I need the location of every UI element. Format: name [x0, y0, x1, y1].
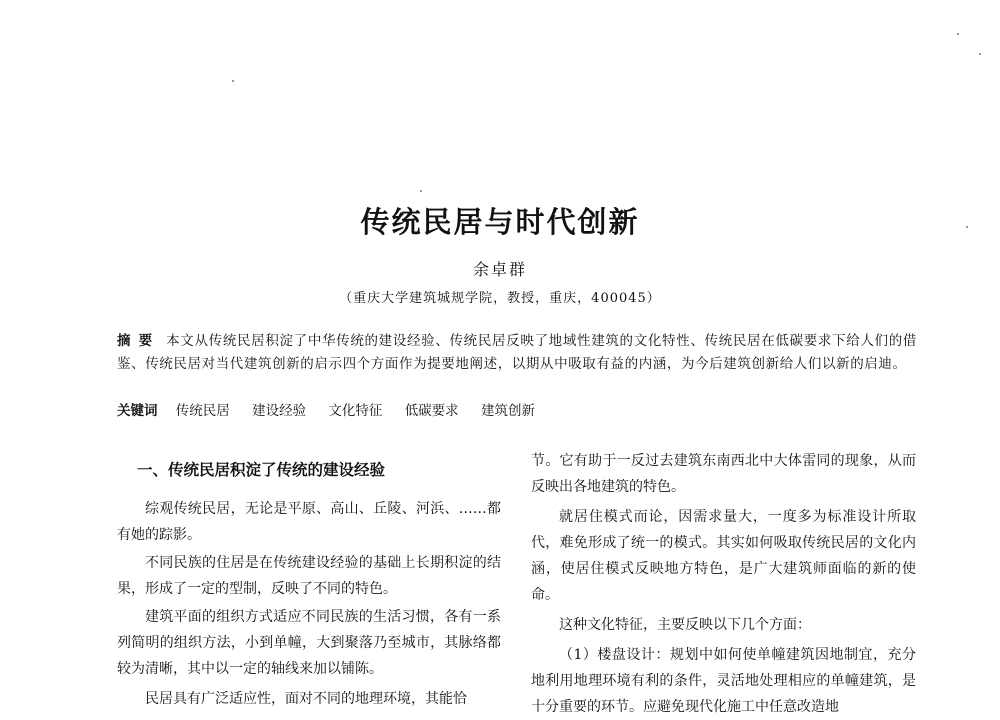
- right-column: [531, 448, 916, 720]
- author-name: 余卓群: [472, 260, 527, 279]
- body-paragraph: 民居具有广泛适应性，面对不同的地理环境，其能恰: [145, 691, 467, 707]
- body-paragraph: （1）楼盘设计：规划中如何使单幢建筑因地制宜，充分地利用地理环境有利的条件，灵活地处理相应的单幢建筑，是十分重要的环节。应避免现代化施工中任意改造地: [531, 647, 916, 715]
- keyword: 文化特征: [328, 403, 383, 419]
- scan-speck: [979, 53, 981, 55]
- keywords-label: 关键词: [117, 403, 158, 419]
- keyword: 建设经验: [252, 403, 307, 419]
- keyword: 建筑创新: [480, 403, 535, 419]
- body-paragraph: 综观传统民居，无论是平原、高山、丘陵、河浜、……都有她的踪影。: [117, 501, 501, 543]
- abstract-text: 本文从传统民居积淀了中华传统的建设经验、传统民居反映了地域性建筑的文化特性、传统民居在低碳要求下给人们的借鉴、传统民居对当代建筑创新的启示四个方面作为提要地阐述，以期从中吸取有益的内涵，为今后建筑创新给人们以新的启迪。: [117, 333, 917, 372]
- body-paragraph: 节。它有助于一反过去建筑东南西北中大体雷同的现象，从而反映出各地建筑的特色。: [531, 453, 916, 495]
- keyword: 传统民居: [175, 403, 230, 419]
- abstract: [117, 330, 917, 376]
- scan-speck: [420, 190, 422, 192]
- body-paragraph: 这种文化特征，主要反映以下几个方面：: [559, 617, 811, 633]
- scan-speck: [957, 33, 959, 35]
- keyword: 低碳要求: [404, 403, 459, 419]
- author-affiliation: （重庆大学建筑城规学院，教授，重庆，400045）: [339, 291, 661, 306]
- scan-speck: [232, 80, 234, 82]
- abstract-label: 摘要: [117, 333, 161, 349]
- section-heading: 一、传统民居积淀了传统的建设经验: [137, 461, 386, 479]
- body-paragraph: 不同民族的住居是在传统建设经验的基础上长期积淀的结果，形成了一定的型制，反映了不同的特色。: [117, 555, 501, 597]
- left-column: [117, 448, 501, 712]
- body-paragraph: 建筑平面的组织方式适应不同民族的生活习惯，各有一系列简明的组织方法，小到单幢，大到聚落乃至城市，其脉络都较为清晰，其中以一定的轴线来加以铺陈。: [117, 609, 501, 677]
- keywords: [117, 400, 917, 423]
- paper-title: 传统民居与时代创新: [360, 205, 640, 239]
- body-paragraph: 就居住模式而论，因需求量大，一度多为标准设计所取代，难免形成了统一的模式。其实如何吸取传统民居的文化内涵，使居住模式反映地方特色，是广大建筑师面临的新的使命。: [531, 509, 916, 603]
